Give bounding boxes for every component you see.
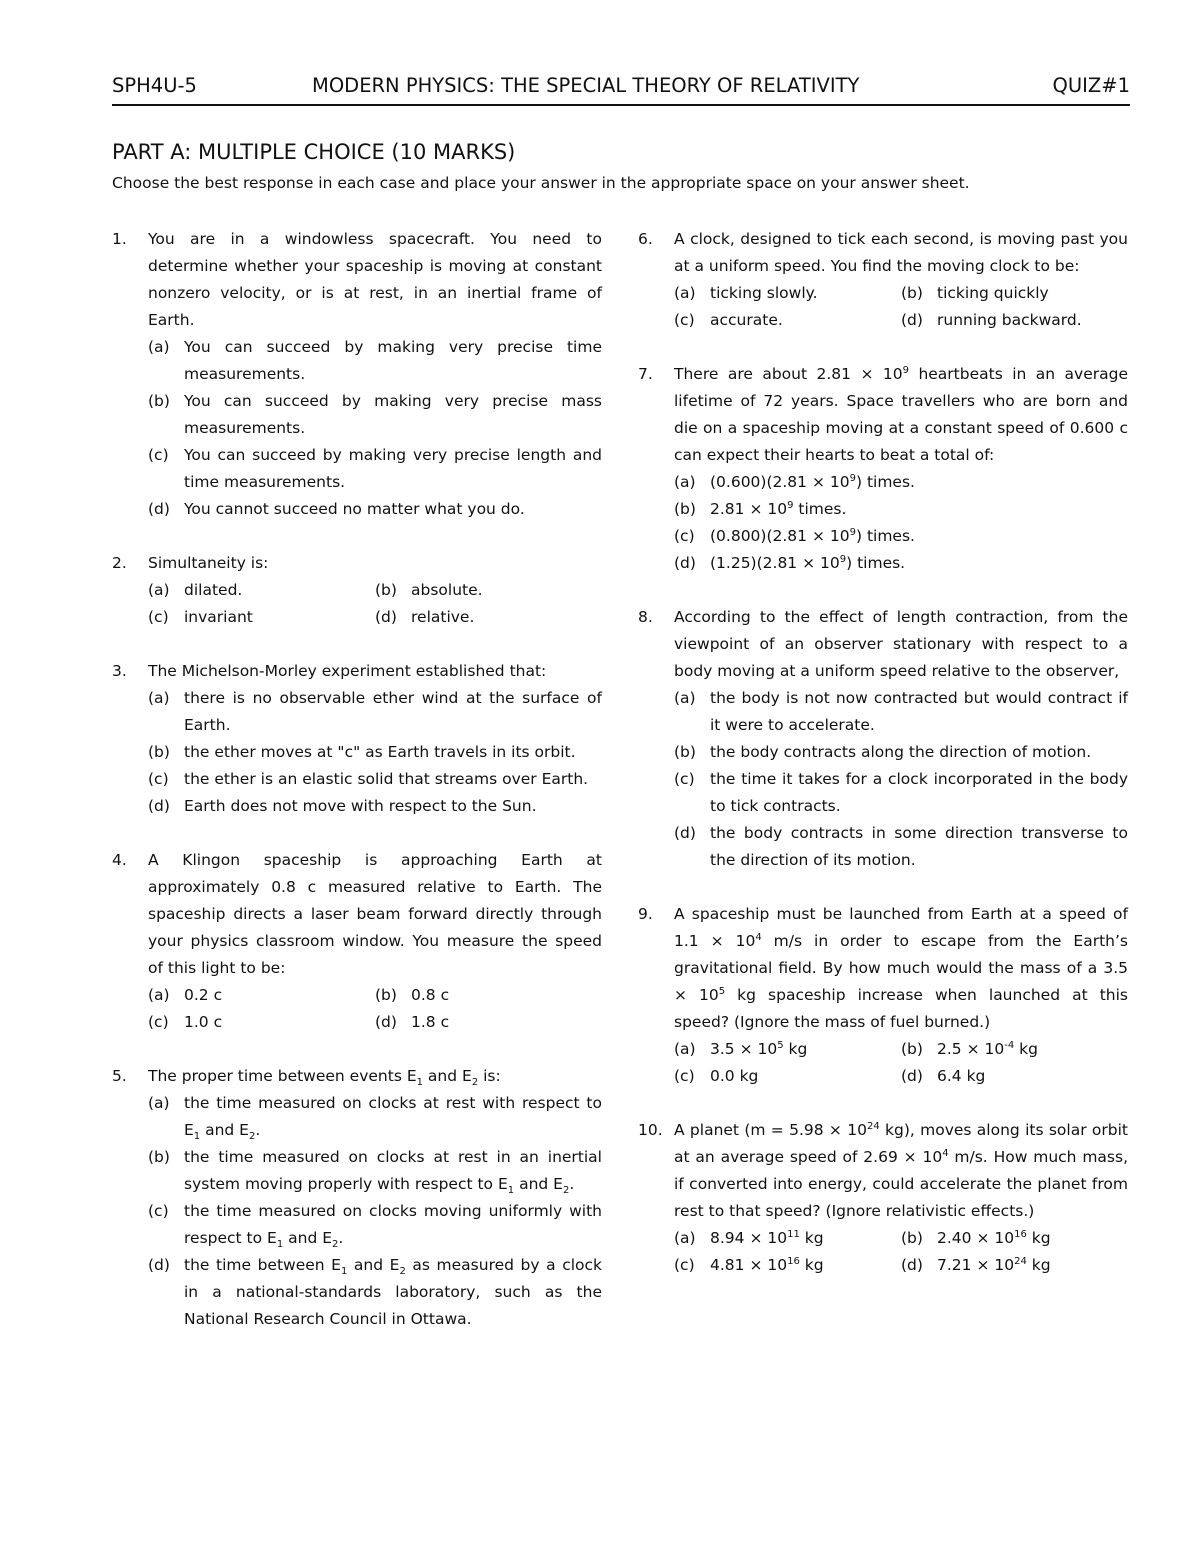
option-d: (d) Earth does not move with respect to the Sun. [148,797,537,815]
question-number: 10. [638,1121,663,1139]
instructions: Choose the best response in each case and place your answer in the appropriate space on your answer sheet. [112,174,970,192]
question-4 [112,847,602,1036]
option-c: (c) 1.0 c [148,1013,223,1031]
question-number: 3. [112,662,127,680]
option-c: (c) 0.0 kg [674,1067,759,1085]
option-b: (b) the body contracts along the direction of motion. [674,743,1092,761]
option-a: (a) $8.94 \times 10^{11}$ kg [674,1228,824,1247]
question-2 [112,550,602,631]
question-number: 1. [112,230,127,248]
option-d: (d) 1.8 c [375,1013,450,1031]
option-b: (b) the ether moves at "c" as Earth travels in its orbit. [148,743,576,761]
option-b: (b) absolute. [375,581,483,599]
option-a: (a) the body is not now contracted but would contract if it were to accelerate. [674,689,1128,734]
question-1 [112,226,602,523]
option-c: (c) the time it takes for a clock incorporated in the body to tick contracts. [674,770,1128,815]
question-number: 9. [638,905,653,923]
option-d: (d) 6.4 kg [901,1067,986,1085]
document-title: MODERN PHYSICS: THE SPECIAL THEORY OF RELATIVITY [312,74,860,97]
question-stem: A clock, designed to tick each second, is moving past you at a uniform speed. You find the moving clock to be: [674,230,1128,275]
quiz-number: QUIZ#1 [1052,74,1130,97]
option-c: (c) invariant [148,608,253,626]
question-6 [638,226,1128,334]
question-stem: The Michelson-Morley experiment established that: [148,662,547,680]
part-title: PART A: MULTIPLE CHOICE (10 MARKS) [112,140,516,164]
question-stem: According to the effect of length contraction, from the viewpoint of an observer stationary with respect to a body moving at a uniform speed relative to the observer, [674,608,1128,680]
option-d: (d) running backward. [901,311,1082,329]
option-c: (c) the time measured on clocks moving uniformly with respect to $E_1$ and $E_2$. [148,1202,602,1251]
option-a: (a) You can succeed by making very precise time measurements. [148,338,602,383]
question-7 [638,361,1128,577]
option-d: (d) the time between $E_1$ and $E_2$ as measured by a clock in a national-standards laboratory, such as the National Research Council in Ottawa. [148,1256,602,1328]
option-b: (b) ticking quickly [901,284,1049,302]
option-b: (b) $2.40 \times 10^{16}$ kg [901,1228,1051,1247]
question-stem: There are about $2.81 \times 10^9$ heartbeats in an average lifetime of 72 years. Space travellers who are born and die on a spaceship moving at a constant speed of 0.600 c can expect their hearts to beat a total of: [674,364,1129,464]
question-stem: A spaceship must be launched from Earth at a speed of $1.1 \times 10^4$ m/s in order to escape from the Earth’s gravitational field. By how much would the mass of a $3.5 \times 10^5$ kg spaceship increase when launched at this speed? (Ignore the mass of fuel burned.) [674,905,1129,1031]
option-d: (d) $7.21 \times 10^{24}$ kg [901,1255,1051,1274]
option-c: (c) accurate. [674,311,783,329]
option-c: (c) the ether is an elastic solid that streams over Earth. [148,770,589,788]
option-a: (a) $(0.600)(2.81 \times 10^9)$ times. [674,472,915,491]
question-9 [638,901,1128,1090]
page-header [112,74,1130,106]
question-10 [638,1117,1128,1279]
question-3 [112,658,602,820]
question-number: 5. [112,1067,127,1085]
question-stem: The proper time between events $E_1$ and $E_2$ is: [148,1067,501,1089]
option-b: (b) $2.5 \times 10^{-4}$ kg [901,1039,1038,1058]
option-b: (b) You can succeed by making very precise mass measurements. [148,392,602,437]
question-number: 7. [638,365,653,383]
option-a: (a) 0.2 c [148,986,223,1004]
option-b: (b) 0.8 c [375,986,450,1004]
question-number: 6. [638,230,653,248]
option-c: (c) $4.81 \times 10^{16}$ kg [674,1255,824,1274]
question-number: 8. [638,608,653,626]
question-stem: You are in a windowless spacecraft. You need to determine whether your spaceship is moving at constant nonzero velocity, or is at rest, in an inertial frame of Earth. [148,230,602,329]
option-a: (a) ticking slowly. [674,284,818,302]
option-c: (c) You can succeed by making very precise length and time measurements. [148,446,602,491]
option-b: (b) the time measured on clocks at rest in an inertial system moving properly with respect to $E_1$ and $E_2$. [148,1148,602,1197]
question-number: 2. [112,554,127,572]
question-stem: Simultaneity is: [148,554,269,572]
option-d: (d) relative. [375,608,475,626]
option-b: (b) $2.81 \times 10^9$ times. [674,499,847,518]
question-stem: A planet ($m = 5.98 \times 10^{24}$ kg), moves along its solar orbit at an average speed of $2.69 \times 10^4$ m/s. How much mass, if converted into energy, could accelerate the planet from rest to that speed? (Ignore relativistic effects.) [674,1120,1129,1220]
question-8 [638,604,1128,874]
option-a: (a) there is no observable ether wind at the surface of Earth. [148,689,602,734]
option-d: (d) $(1.25)(2.81 \times 10^9)$ times. [674,553,906,572]
right-column [638,226,1128,1306]
option-a: (a) the time measured on clocks at rest with respect to $E_1$ and $E_2$. [148,1094,602,1143]
course-code: SPH4U-5 [112,74,197,97]
option-d: (d) the body contracts in some direction transverse to the direction of its motion. [674,824,1128,869]
option-d: (d) You cannot succeed no matter what you do. [148,500,525,518]
left-column [112,226,602,1360]
question-5 [112,1063,602,1333]
question-number: 4. [112,851,127,869]
option-a: (a) $3.5 \times 10^5$ kg [674,1039,808,1058]
question-stem: A Klingon spaceship is approaching Earth at approximately 0.8 c measured relative to Earth. The spaceship directs a laser beam forward directly through your physics classroom window. You measure the speed of this light to be: [148,851,602,977]
option-c: (c) $(0.800)(2.81 \times 10^9)$ times. [674,526,915,545]
option-a: (a) dilated. [148,581,243,599]
